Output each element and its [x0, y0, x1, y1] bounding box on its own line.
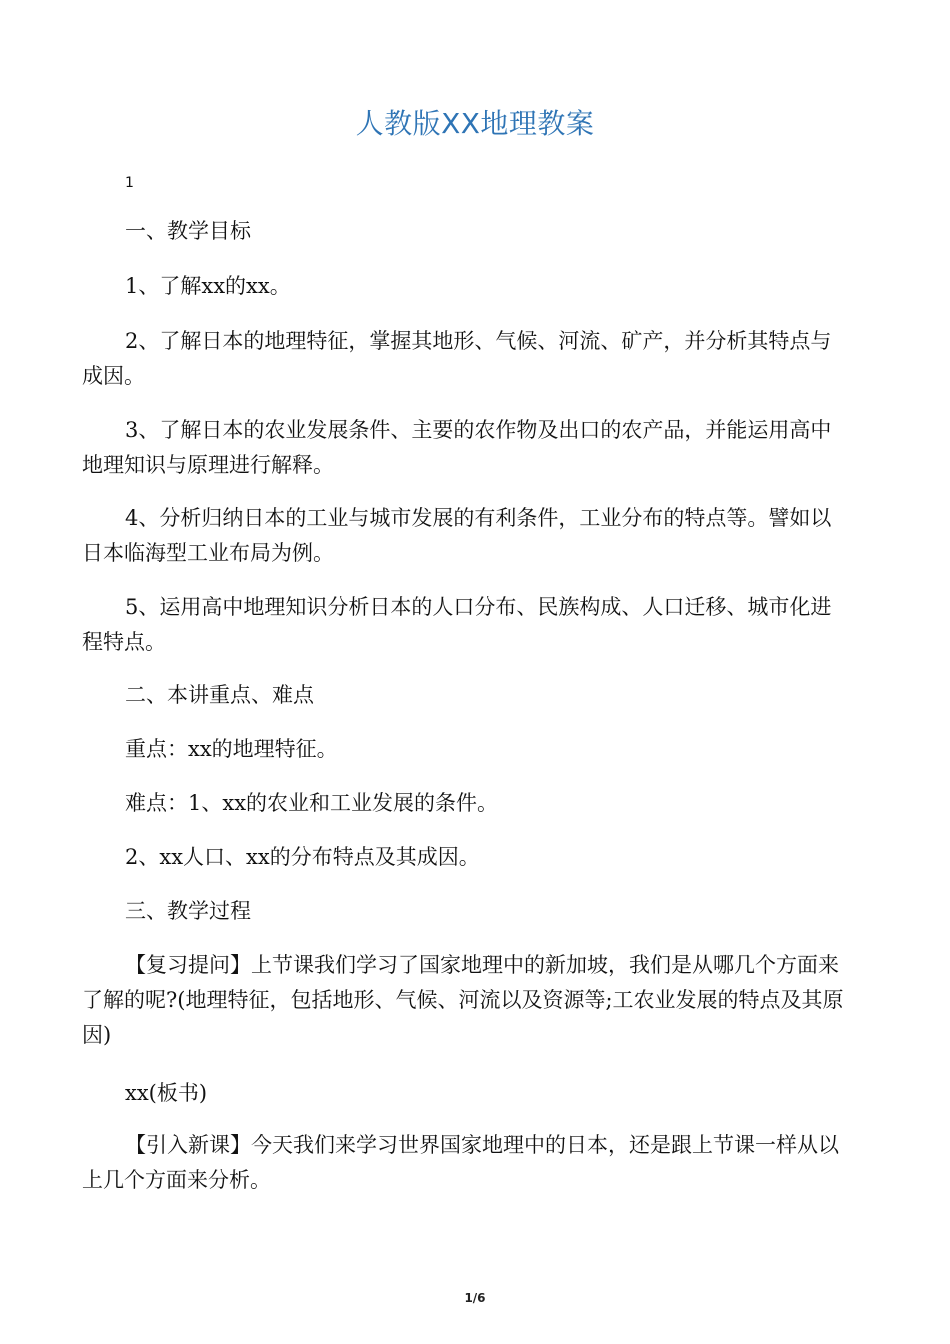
objective-2: 2、了解日本的地理特征，掌握其地形、气候、河流、矿产，并分析其特点与成因。 — [82, 329, 832, 388]
board-note: xx(板书) — [125, 1081, 208, 1105]
objective-5: 5、运用高中地理知识分析日本的人口分布、民族构成、人口迁移、城市化进程特点。 — [82, 595, 832, 654]
page-indicator: 1/6 — [464, 1291, 486, 1305]
objective-3: 3、了解日本的农业发展条件、主要的农作物及出口的农产品，并能运用高中地理知识与原理进行解释。 — [82, 418, 832, 477]
difficult-point-2: 2、xx人口、xx的分布特点及其成因。 — [125, 845, 480, 869]
review-question: 【复习提问】上节课我们学习了国家地理中的新加坡，我们是从哪几个方面来了解的呢?(地理特征，包括地形、气候、河流以及资源等;工农业发展的特点及其原因) — [82, 953, 844, 1047]
heading-teaching-objectives: 一、教学目标 — [125, 219, 251, 243]
objective-1: 1、了解xx的xx。 — [125, 274, 291, 298]
new-lesson-intro: 【引入新课】今天我们来学习世界国家地理中的日本，还是跟上节课一样从以上几个方面来分析。 — [82, 1133, 839, 1192]
section-number: 1 — [125, 175, 134, 191]
difficult-point-1: 难点：1、xx的农业和工业发展的条件。 — [125, 791, 499, 815]
heading-teaching-process: 三、教学过程 — [125, 899, 251, 923]
document-title: 人教版XX地理教案 — [355, 107, 595, 140]
objective-4: 4、分析归纳日本的工业与城市发展的有利条件，工业分布的特点等。譬如以日本临海型工业布局为例。 — [82, 506, 832, 565]
heading-key-points: 二、本讲重点、难点 — [125, 683, 314, 707]
key-point: 重点：xx的地理特征。 — [125, 737, 338, 761]
